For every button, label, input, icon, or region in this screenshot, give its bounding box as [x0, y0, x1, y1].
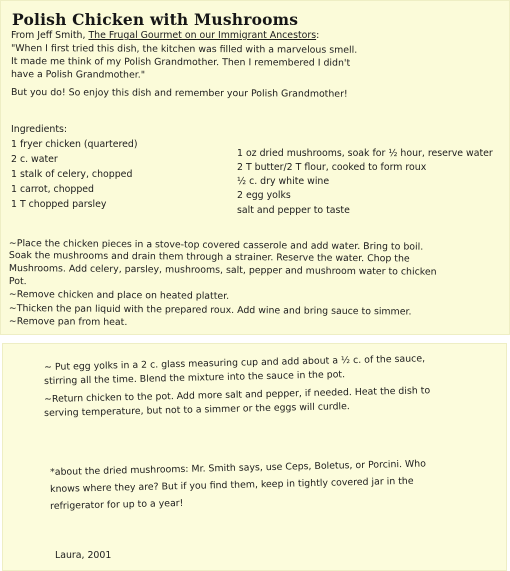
- ingredient-item: 2 egg yolks: [237, 190, 291, 201]
- ingredient-item: 2 T butter/2 T flour, cooked to form roux: [237, 162, 427, 173]
- step-line: Mushrooms. Add celery, parsley, mushrooms, salt, pepper and mushroom water to chicken: [8, 263, 437, 278]
- source-line: [11, 30, 319, 41]
- signature: Laura, 2001: [55, 550, 112, 561]
- note-line: *about the dried mushrooms: Mr. Smith says, use Ceps, Boletus, or Porcini. Who: [50, 458, 427, 478]
- ingredient-item: salt and pepper to taste: [237, 205, 350, 216]
- ingredient-item: 2 c. water: [11, 154, 58, 165]
- intro-line: "When I first tried this dish, the kitchen was filled with a marvelous smell.: [10, 43, 358, 56]
- ingredient-item: 1 fryer chicken (quartered): [11, 139, 138, 150]
- step-line: ~Thicken the pan liquid with the prepared roux. Add wine and bring sauce to simmer.: [8, 303, 412, 318]
- step-line: ~ Put egg yolks in a 2 c. glass measuring cup and add about a ½ c. of the sauce,: [44, 353, 426, 373]
- note-line: knows where they are? But if you find them, keep in tightly covered jar in the: [50, 475, 414, 495]
- intro-line: But you do! So enjoy this dish and remember your Polish Grandmother!: [10, 87, 348, 100]
- recipe-card-bottom: [2, 343, 507, 571]
- source-book: The Frugal Gourmet on our Immigrant Ancestors: [88, 30, 317, 41]
- source-suffix: :: [316, 30, 320, 41]
- ingredient-item: 1 carrot, chopped: [11, 184, 95, 195]
- ingredient-item: ½ c. dry white wine: [237, 176, 330, 187]
- step-line: Soak the mushrooms and drain them through a strainer. Reserve the water. Chop the: [8, 250, 410, 265]
- source-prefix: From Jeff Smith,: [11, 30, 89, 41]
- step-line: ~Place the chicken pieces in a stove-top covered casserole and add water. Bring to boil.: [8, 238, 424, 253]
- ingredients-heading: Ingredients:: [11, 124, 68, 135]
- step-line: ~Remove chicken and place on heated platter.: [8, 289, 230, 302]
- note-line: refrigerator for up to a year!: [50, 497, 184, 512]
- recipe-title: Polish Chicken with Mushrooms: [12, 10, 299, 29]
- step-line: ~Remove pan from heat.: [8, 316, 128, 329]
- step-line: ~Return chicken to the pot. Add more salt and pepper, if needed. Heat the dish to: [44, 385, 431, 405]
- ingredient-item: 1 stalk of celery, chopped: [11, 169, 133, 180]
- intro-line: It made me think of my Polish Grandmother. Then I remembered I didn't: [10, 56, 351, 69]
- ingredient-item: 1 T chopped parsley: [11, 199, 107, 210]
- step-line: Pot.: [8, 276, 27, 288]
- step-line: stirring all the time. Blend the mixture into the sauce in the pot.: [44, 369, 346, 387]
- intro-line: have a Polish Grandmother.": [10, 69, 146, 81]
- ingredient-item: 1 oz dried mushrooms, soak for ½ hour, reserve water: [237, 148, 493, 159]
- step-line: serving temperature, but not to a simmer or the eggs will curdle.: [44, 401, 350, 419]
